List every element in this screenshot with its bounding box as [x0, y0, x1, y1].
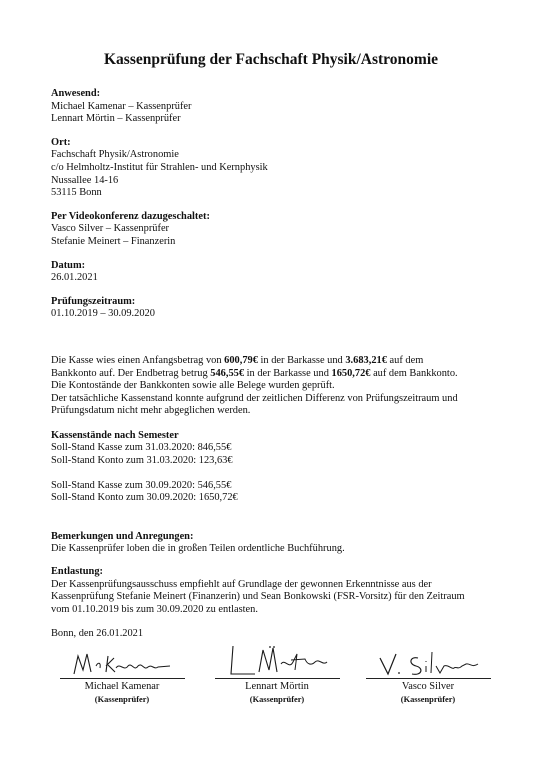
remarks-section	[51, 531, 495, 556]
summary-line: Die Kasse wies einen Anfangsbetrag von 600,79€ in der Barkasse und 3.683,21€ auf dem	[51, 354, 424, 366]
handwritten-signature-silver	[366, 644, 491, 678]
signer-name: Lennart Mörtin	[245, 681, 309, 692]
date-value: 26.01.2021	[51, 272, 98, 284]
location-line: c/o Helmholtz-Institut für Strahlen- und Kernphysik	[51, 161, 268, 173]
remarks-label: Bemerkungen und Anregungen:	[51, 530, 194, 542]
signer-role: (Kassenprüfer)	[249, 694, 305, 704]
remarks-text: Die Kassenprüfer loben die in großen Teilen ordentliche Buchführung.	[51, 543, 345, 555]
period-section	[51, 296, 495, 321]
closing-bank-amount: 1650,72€	[331, 367, 371, 379]
date-section	[51, 260, 495, 285]
summary-line: Bankkonto auf. Der Endbetrag betrug 546,55€ in der Barkasse und 1650,72€ auf dem Bankkonto.	[51, 367, 458, 379]
signature-kamenar	[57, 644, 187, 705]
balances-label: Kassenstände nach Semester	[51, 429, 179, 441]
video-attendee-line: Stefanie Meinert – Finanzerin	[51, 235, 176, 247]
opening-bank-amount: 3.683,21€	[345, 354, 387, 366]
document-title: Kassenprüfung der Fachschaft Physik/Astronomie	[104, 51, 438, 68]
attendees-section	[51, 88, 495, 126]
discharge-line: Kassenprüfung Stefanie Meinert (Finanzerin) und Sean Bonkowski (FSR-Vorsitz) für den Zeitraum	[51, 591, 465, 603]
video-attendee-line: Vasco Silver – Kassenprüfer	[51, 223, 170, 235]
balance-line: Soll-Stand Konto zum 30.09.2020: 1650,72€	[51, 492, 238, 504]
signature-moertin	[212, 644, 342, 705]
summary-line: Der tatsächliche Kassenstand konnte aufgrund der zeitlichen Differenz von Prüfungszeitraum und	[51, 392, 458, 404]
balance-line: Soll-Stand Konto zum 31.03.2020: 123,63€	[51, 455, 233, 467]
summary-line: Die Kontostände der Bankkonten sowie alle Belege wurden geprüft.	[51, 380, 335, 392]
location-label: Ort:	[51, 136, 71, 148]
discharge-label: Entlastung:	[51, 566, 103, 578]
handwritten-signature-moertin	[215, 644, 340, 678]
location-section	[51, 137, 495, 200]
summary-line: Prüfungsdatum nicht mehr abgeglichen werden.	[51, 405, 251, 417]
attendee-line: Michael Kamenar – Kassenprüfer	[51, 100, 192, 112]
location-line: 53115 Bonn	[51, 187, 102, 199]
discharge-line: vom 01.10.2019 bis zum 30.09.2020 zu entlasten.	[51, 603, 258, 615]
summary-paragraph	[51, 355, 495, 418]
location-line: Nussallee 14-16	[51, 174, 119, 186]
date-label: Datum:	[51, 259, 86, 271]
signature-line	[366, 678, 491, 679]
place-date: Bonn, den 26.01.2021	[51, 628, 144, 640]
signer-role: (Kassenprüfer)	[400, 694, 456, 704]
balances-section	[51, 430, 495, 505]
signature-line	[60, 678, 185, 679]
period-label: Prüfungszeitraum:	[51, 295, 136, 307]
balance-line: Soll-Stand Kasse zum 31.03.2020: 846,55€	[51, 442, 232, 454]
video-label: Per Videokonferenz dazugeschaltet:	[51, 210, 210, 222]
signature-silver	[363, 644, 493, 705]
handwritten-signature-kamenar	[60, 644, 185, 678]
attendees-label: Anwesend:	[51, 88, 101, 99]
signer-name: Vasco Silver	[401, 681, 455, 692]
signer-role: (Kassenprüfer)	[94, 694, 150, 704]
signer-name: Michael Kamenar	[84, 681, 160, 692]
video-section	[51, 211, 495, 249]
period-value: 01.10.2019 – 30.09.2020	[51, 308, 155, 320]
discharge-section	[51, 566, 495, 616]
opening-cash-amount: 600,79€	[224, 354, 258, 366]
location-line: Fachschaft Physik/Astronomie	[51, 149, 179, 161]
signature-line	[215, 678, 340, 679]
balance-line: Soll-Stand Kasse zum 30.09.2020: 546,55€	[51, 479, 232, 491]
closing-cash-amount: 546,55€	[210, 367, 245, 379]
discharge-line: Der Kassenprüfungsausschuss empfiehlt auf Grundlage der gewonnen Erkenntnisse aus der	[51, 578, 432, 590]
signature-block	[51, 644, 495, 714]
attendee-line: Lennart Mörtin – Kassenprüfer	[51, 113, 181, 125]
